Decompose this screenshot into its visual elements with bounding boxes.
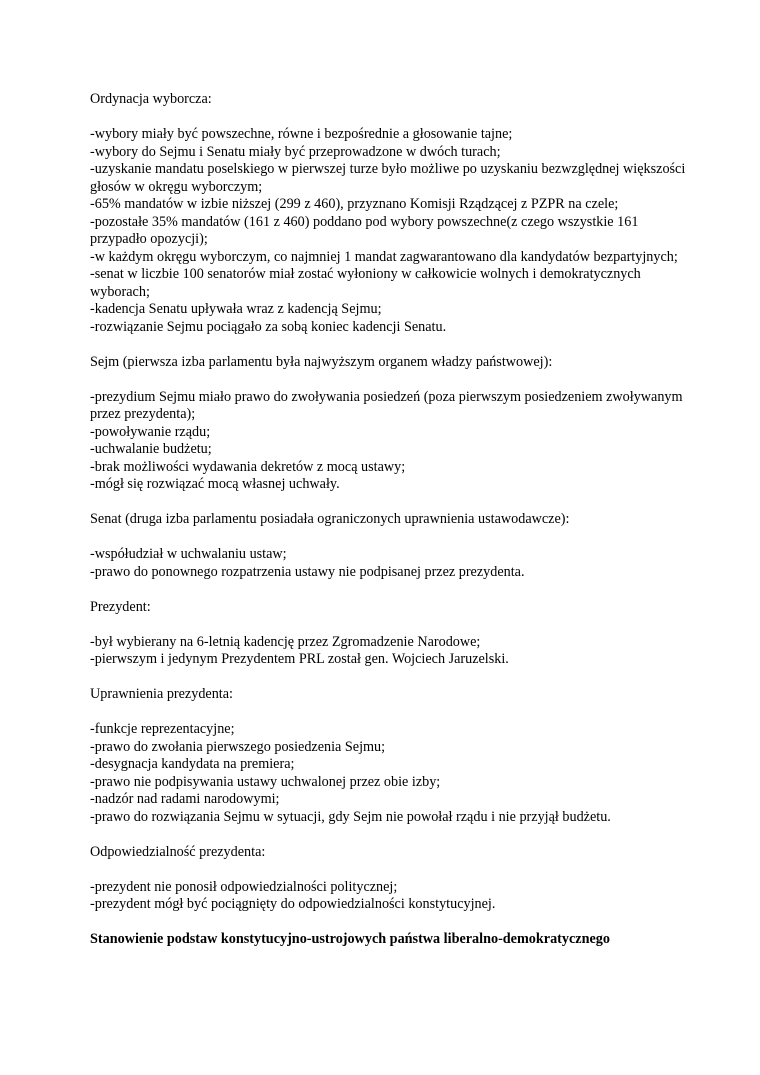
section-list-prezydent [90, 634, 690, 669]
list-item: -prezydent nie ponosił odpowiedzialności politycznej; [90, 878, 398, 895]
list-item: -kadencja Senatu upływała wraz z kadencją Sejmu; [90, 301, 382, 317]
section-list-uprawnienia [90, 721, 690, 826]
section-heading-ordynacja: Ordynacja wyborcza: [90, 91, 212, 107]
section-list-odpowiedzialnosc [90, 879, 690, 914]
list-item: -desygnacja kandydata na premiera; [90, 756, 295, 772]
section-heading-prezydent: Prezydent: [90, 598, 151, 615]
list-item: -prawo do zwołania pierwszego posiedzenia Sejmu; [90, 738, 386, 755]
list-item: -rozwiązanie Sejmu pociągało za sobą koniec kadencji Senatu. [90, 318, 447, 335]
section-heading-odpowiedzialnosc: Odpowiedzialność prezydenta: [90, 843, 266, 860]
list-item: -brak możliwości wydawania dekretów z mocą ustawy; [90, 458, 406, 475]
list-item: -mógł się rozwiązać mocą własnej uchwały. [90, 476, 340, 492]
section-heading-senat: Senat (druga izba parlamentu posiadała ograniczonych uprawnienia ustawodawcze): [90, 511, 570, 527]
list-item: -senat w liczbie 100 senatorów miał zostać wyłoniony w całkowicie wolnych i demokratycznych wyborach; [90, 266, 641, 300]
list-item: -wybory miały być powszechne, równe i bezpośrednie a głosowanie tajne; [90, 126, 513, 142]
list-item: -nadzór nad radami narodowymi; [90, 791, 280, 807]
list-item: -65% mandatów w izbie niższej (299 z 460), przyznano Komisji Rządzącej z PZPR na czele; [90, 196, 619, 212]
list-item: -uzyskanie mandatu poselskiego w pierwszej turze było możliwe po uzyskaniu bezwzględnej większości głosów w okręgu wyborczym; [90, 161, 686, 195]
list-item: -prezydium Sejmu miało prawo do zwoływania posiedzeń (poza pierwszym posiedzeniem zwoływanym przez prezydenta); [90, 388, 683, 422]
final-heading: Stanowienie podstaw konstytucyjno-ustrojowych państwa liberalno-demokratycznego [90, 931, 610, 947]
section-list-ordynacja [90, 126, 690, 336]
list-item: -prawo nie podpisywania ustawy uchwalonej przez obie izby; [90, 773, 441, 790]
list-item: -prawo do ponownego rozpatrzenia ustawy nie podpisanej przez prezydenta. [90, 563, 525, 580]
document-page [90, 91, 690, 949]
list-item: -pozostałe 35% mandatów (161 z 460) poddano pod wybory powszechne(z czego wszystkie 161 przypadło opozycji); [90, 213, 639, 247]
section-heading-uprawnienia: Uprawnienia prezydenta: [90, 686, 233, 702]
list-item: -powoływanie rządu; [90, 423, 211, 440]
section-list-sejm [90, 389, 690, 494]
list-item: -funkcje reprezentacyjne; [90, 721, 235, 737]
list-item: -był wybierany na 6-letnią kadencję przez Zgromadzenie Narodowe; [90, 633, 481, 650]
list-item: -prawo do rozwiązania Sejmu w sytuacji, gdy Sejm nie powołał rządu i nie przyjął budżetu. [90, 808, 611, 825]
section-list-senat [90, 546, 690, 581]
section-heading-sejm: Sejm (pierwsza izba parlamentu była najwyższym organem władzy państwowej): [90, 353, 553, 370]
list-item: -w każdym okręgu wyborczym, co najmniej 1 mandat zagwarantowano dla kandydatów bezpartyjnych; [90, 248, 678, 265]
list-item: -prezydent mógł być pociągnięty do odpowiedzialności konstytucyjnej. [90, 896, 496, 912]
list-item: -pierwszym i jedynym Prezydentem PRL został gen. Wojciech Jaruzelski. [90, 651, 509, 667]
list-item: -uchwalanie budżetu; [90, 441, 212, 457]
list-item: -wybory do Sejmu i Senatu miały być przeprowadzone w dwóch turach; [90, 143, 501, 160]
list-item: -współudział w uchwalaniu ustaw; [90, 546, 287, 562]
